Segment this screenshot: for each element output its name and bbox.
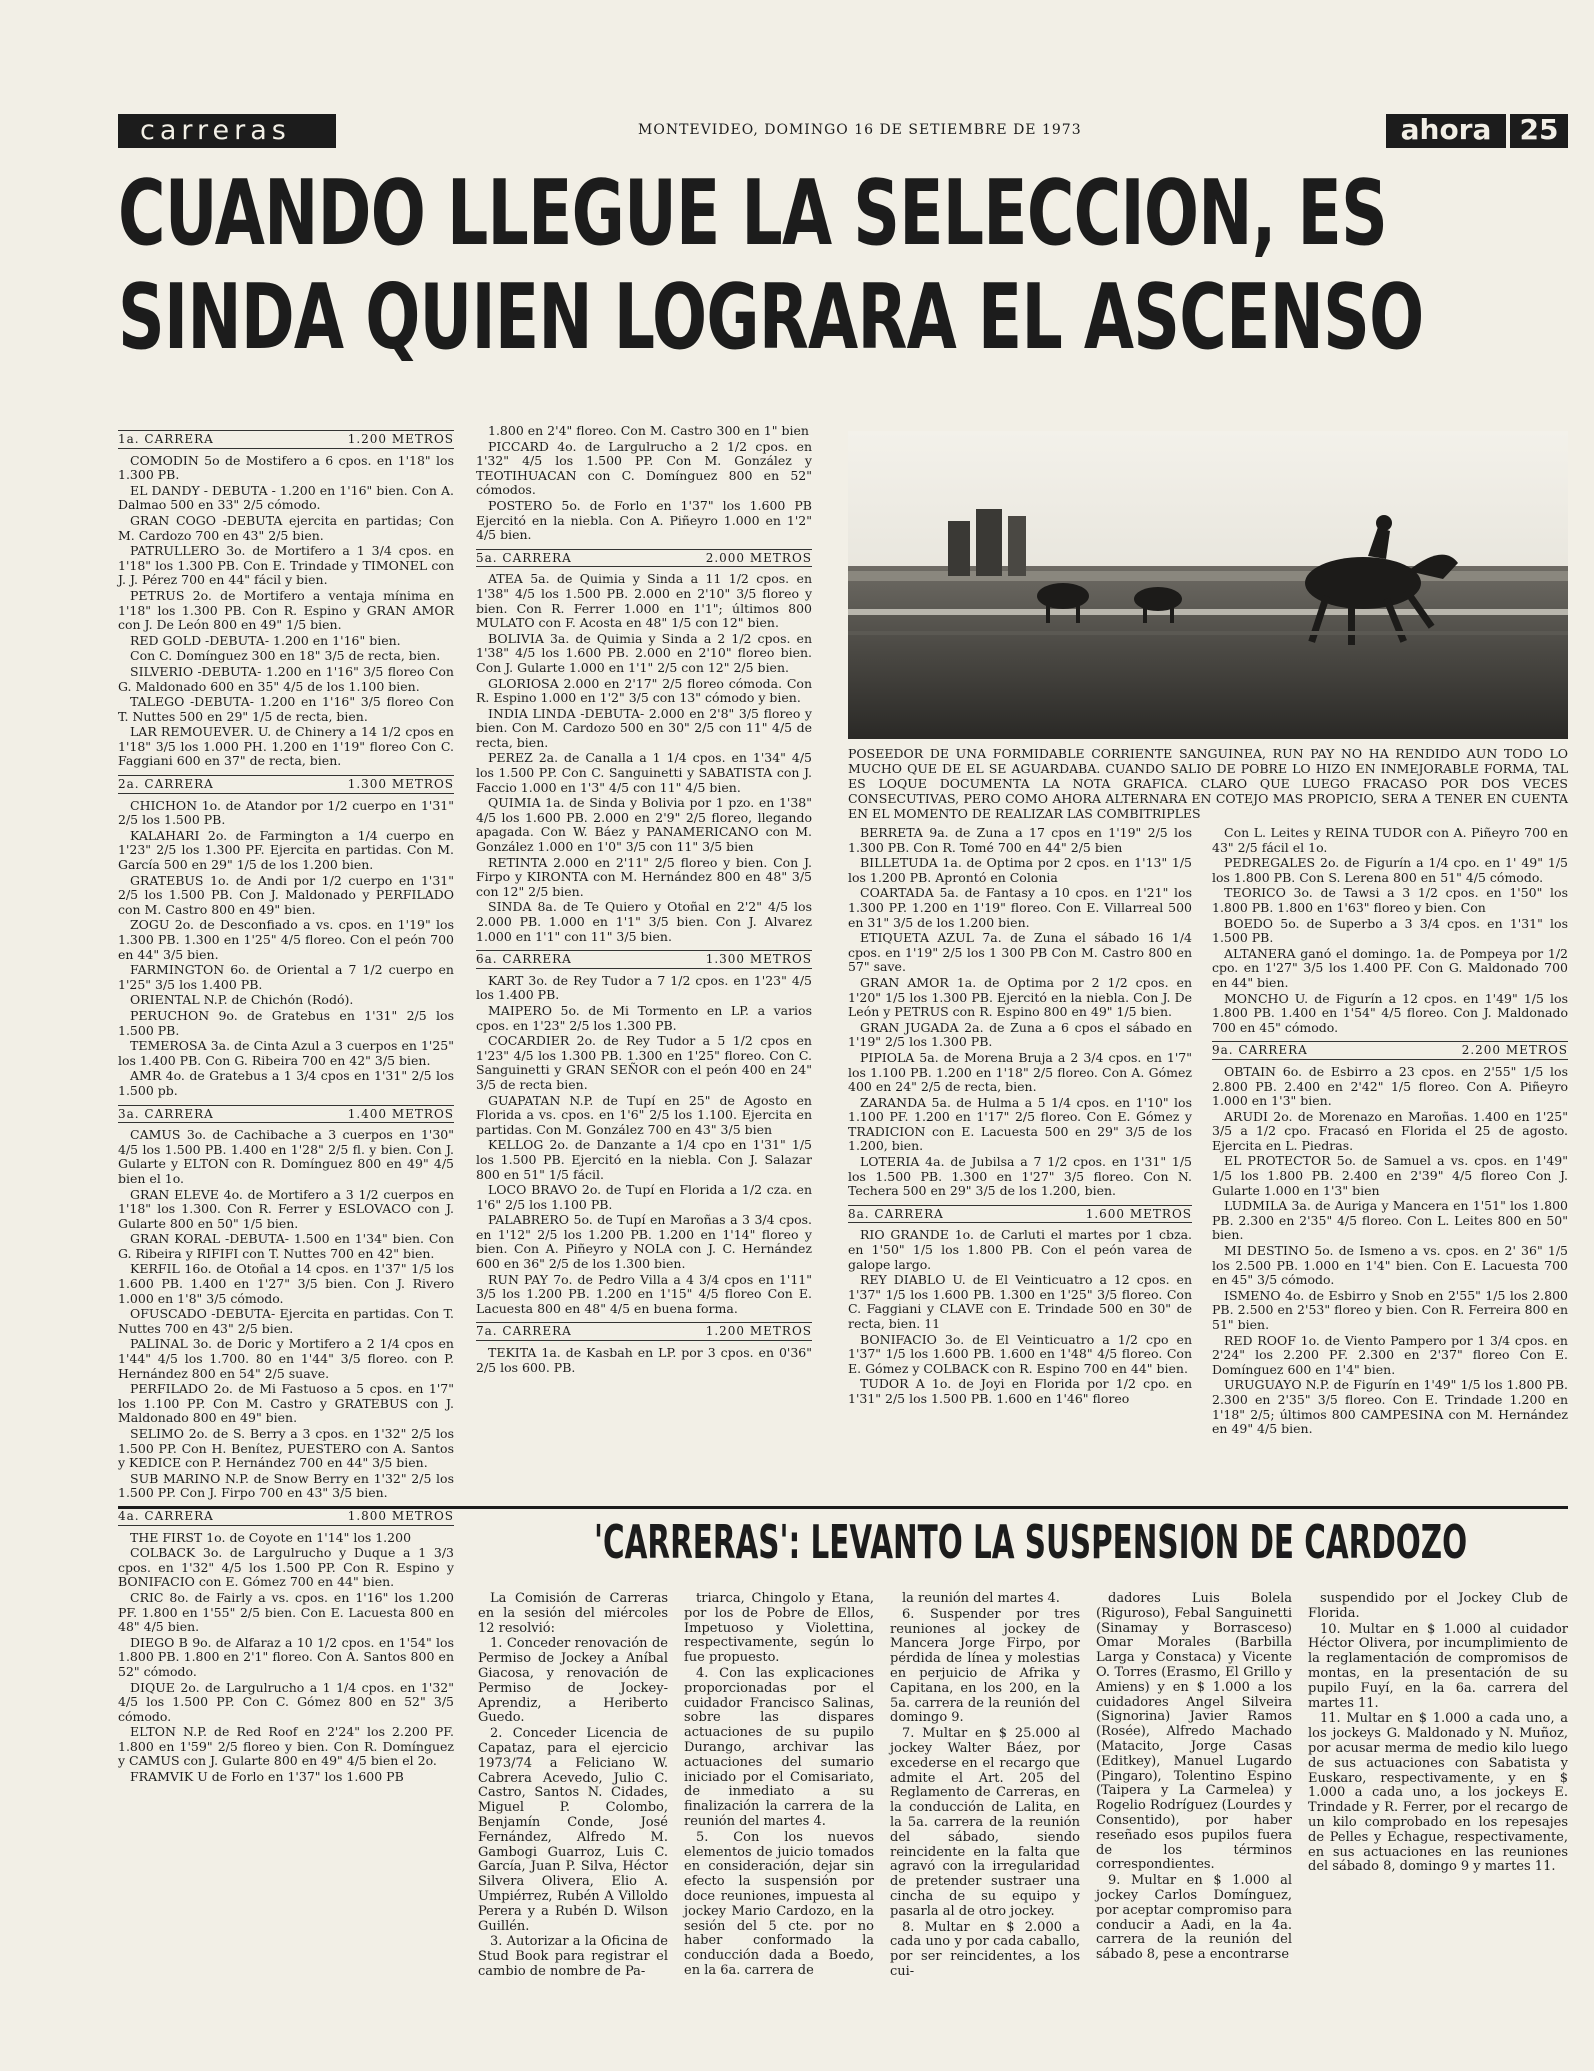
paragraph: SILVERIO -DEBUTA- 1.200 en 1'16" 3/5 floreo Con G. Maldonado 600 en 35" 4/5 de los 1.100 bien. xyxy=(118,663,454,694)
paragraph: MONCHO U. de Figurín a 12 cpos. en 1'49" 1/5 los 1.800 PB. 1.400 en 1'54" 4/5 floreo. Con J. Maldonado 700 en 45" cómodo. xyxy=(1212,990,1568,1035)
paragraph: suspendido por el Jockey Club de Florida. xyxy=(1308,1591,1568,1621)
race-9-header: 9a. CARRERA 2.200 METROS xyxy=(1212,1041,1568,1060)
article-2-column-1 xyxy=(478,1592,668,2032)
paragraph: GRAN ELEVE 4o. de Mortifero a 3 1/2 cuerpos en 1'18" los 1.300. Con R. Ferrer y ESLOVACO con J. Gularte 800 en 50" 1/5 bien. xyxy=(118,1186,454,1231)
paragraph: Con C. Domínguez 300 en 18" 3/5 de recta, bien. xyxy=(130,648,441,664)
headline-line-1: CUANDO LLEGUE LA SELECCION, ES xyxy=(118,161,1388,266)
paragraph: 10. Multar en $ 1.000 al cuidador Héctor Olivera, por incumplimiento de la reglamentación de compromisos de montas, en la presentación de su pupilo Fuyí, en la 6a. carrera del martes 11. xyxy=(1308,1621,1568,1711)
paragraph: QUIMIA 1a. de Sinda y Bolivia por 1 pzo. en 1'38" 4/5 los 1.600 PB. 2.000 en 2'9" 2/5 floreo, llegando apagada. Con W. Báez y PANAMERICANO con M. González 1.000 en 1'0" 3/5 con 11" 3/5 bien xyxy=(476,795,812,855)
paragraph: BERRETA 9a. de Zuna a 17 cpos en 1'19" 2/5 los 1.300 PB. Con R. Tomé 700 en 44" 2/5 bien xyxy=(848,825,1192,855)
paragraph: GRAN COGO -DEBUTA ejercita en partidas; Con M. Cardozo 700 en 43" 2/5 bien. xyxy=(118,512,454,543)
paragraph: EL DANDY - DEBUTA - 1.200 en 1'16" bien. Con A. Dalmao 500 en 33" 2/5 cómodo. xyxy=(118,482,454,513)
paragraph: 7. Multar en $ 25.000 al jockey Walter Báez, por excederse en el recargo que admite el Art. 205 del Reglamento de Carreras, en la conducción de Lalita, en la 5a. carrera de la reunión del sábado, siendo reincidente en la falta que agravó con la irregularidad de pretender sustraer una cincha de su equipo y pasarla al de otro jockey. xyxy=(890,1726,1080,1919)
paragraph: SELIMO 2o. de S. Berry a 3 cpos. en 1'32" 2/5 los 1.500 PP. Con H. Benítez, PUESTERO con A. Santos y KEDICE con P. Hernández 700 en 44" 3/5 bien. xyxy=(118,1426,454,1471)
carryover-entries xyxy=(476,424,812,543)
race-2-header: 2a. CARRERA 1.300 METROS xyxy=(118,775,454,794)
paragraph: DIQUE 2o. de Largulrucho a 1 1/4 cpos. en 1'32" 4/5 los 1.500 PP. Con C. Gómez 800 en 52" 3/5 cómodo. xyxy=(118,1679,454,1724)
race-5-entries xyxy=(476,572,812,944)
paragraph: MI DESTINO 5o. de Ismeno a vs. cpos. en 2' 36" 1/5 los 2.500 PB. 1.000 en 1'4" bien. Con E. Lacuesta 700 en 45" 3/5 cómodo. xyxy=(1212,1243,1568,1288)
paragraph: DIEGO B 9o. de Alfaraz a 10 1/2 cpos. en 1'54" los 1.800 PB. 1.800 en 2'1" floreo. Con A. Santos 800 en 52" cómodo. xyxy=(118,1634,454,1679)
paragraph: PETRUS 2o. de Mortifero a ventaja mínima en 1'18" los 1.300 PB. Con R. Espino y GRAN AMOR con J. De León 800 en 49" 1/5 bien. xyxy=(118,587,454,633)
race-8-entries xyxy=(848,1228,1192,1406)
paragraph: RIO GRANDE 1o. de Carluti el martes por 1 cbza. en 1'50" 1/5 los 1.800 PB. Con el peón varea de galope largo. xyxy=(848,1227,1192,1272)
column-3-entries xyxy=(848,826,1192,1199)
paragraph: ARUDI 2o. de Morenazo en Maroñas. 1.400 en 1'25" 3/5 a 1/2 cpo. Fracasó en Florida el 25 de agosto. Ejercita en L. Piedras. xyxy=(1212,1108,1568,1153)
paragraph: BOLIVIA 3a. de Quimia y Sinda a 2 1/2 cpos. en 1'38" 4/5 los 1.600 PB. 2.000 en 2'10" floreo bien. Con J. Gularte 1.000 en 1'1" 2/5 con 12" 2/5 bien. xyxy=(476,630,812,675)
paragraph: EL PROTECTOR 5o. de Samuel a vs. cpos. en 1'49" 1/5 los 1.800 PB. 2.400 en 2'39" 4/5 floreo Con J. Gularte 1.000 en 1'3" bien xyxy=(1212,1153,1568,1198)
paragraph: LOTERIA 4a. de Jubilsa a 7 1/2 cpos. en 1'31" 1/5 los 1.500 PB. 1.300 en 1'27" 3/5 floreo. Con N. Techera 500 en 29" 3/5 de los 1.200, bien. xyxy=(848,1154,1192,1199)
page-number: 25 xyxy=(1510,114,1568,148)
paragraph: 1. Conceder renovación de Permiso de Jockey a Aníbal Giacosa, y renovación de Permiso de Jockey- Aprendiz, a Heriberto Guedo. xyxy=(478,1636,668,1726)
paragraph: 6. Suspender por tres reuniones al jockey de Mancera Jorge Firpo, por pérdida de línea y molestias en perjuicio de Afrika y Capitana, en los 200, en la 5a. carrera de la reunión del domingo 9. xyxy=(890,1606,1080,1726)
race-7-header: 7a. CARRERA 1.200 METROS xyxy=(476,1322,812,1341)
paragraph: ATEA 5a. de Quimia y Sinda a 11 1/2 cpos. en 1'38" 4/5 los 1.500 PB. 2.000 en 2'10" 3/5 floreo y bien. Con R. Ferrer 1.000 en 1'1"; últimos 800 MULATO con F. Acosta en 48" 1/5 con 12" bien. xyxy=(476,571,812,631)
paragraph: CAMUS 3o. de Cachibache a 3 cuerpos en 1'30" 4/5 los 1.500 PB. 1.400 en 1'28" 2/5 fl. y bien. Con J. Gularte y ELTON con R. Domínguez 800 en 49" 4/5 bien el 1o. xyxy=(118,1127,454,1186)
paragraph: PALABRERO 5o. de Tupí en Maroñas a 3 3/4 cpos. en 1'12" 2/5 los 1.200 PB. 1.200 en 1'14" floreo y bien. Con A. Piñeyro y NOLA con J. C. Hernández 600 en 36" 2/5 de los 1.300 bien. xyxy=(476,1212,812,1272)
paragraph: RED GOLD -DEBUTA- 1.200 en 1'16" bien. xyxy=(130,632,401,648)
race-9-entries xyxy=(1212,1065,1568,1437)
race-3-entries xyxy=(118,1128,454,1501)
paragraph: LUDMILA 3a. de Auriga y Mancera en 1'51" los 1.800 PB. 2.300 en 2'35" 4/5 floreo. Con L. Leites 800 en 50" bien. xyxy=(1212,1198,1568,1243)
article-2-column-3 xyxy=(890,1592,1080,2032)
paragraph: La Comisión de Carreras en la sesión del miércoles 12 resolvió: xyxy=(478,1591,668,1636)
paragraph: FRAMVIK U de Forlo en 1'37" los 1.600 PB xyxy=(130,1769,404,1785)
paragraph: SINDA 8a. de Te Quiero y Otoñal en 2'2" 4/5 los 2.000 PB. 1.000 en 1'1" 3/5 bien. Con J. Alvarez 1.000 en 1'1" con 11" 3/5 bien. xyxy=(476,899,812,944)
paragraph: 8. Multar en $ 2.000 a cada uno y por cada caballo, por ser reincidentes, a los cui- xyxy=(890,1919,1080,1979)
paragraph: TEMEROSA 3a. de Cinta Azul a 3 cuerpos en 1'25" los 1.400 PB. Con G. Ribeira 700 en 42" 3/5 bien. xyxy=(118,1038,454,1068)
second-headline: 'CARRERAS': LEVANTO LA SUSPENSION DE CARDOZO xyxy=(594,1515,1468,1569)
paragraph: SUB MARINO N.P. de Snow Berry en 1'32" 2/5 los 1.500 PP. Con J. Firpo 700 en 43" 3/5 bien. xyxy=(118,1470,454,1501)
paragraph: TEORICO 3o. de Tawsi a 3 1/2 cpos. en 1'50" los 1.800 PB. 1.800 en 1'63" floreo y bien. Con xyxy=(1212,885,1568,915)
race-2-entries xyxy=(118,799,454,1099)
race-6-header: 6a. CARRERA 1.300 METROS xyxy=(476,950,812,969)
paragraph: PIPIOLA 5a. de Morena Bruja a 2 3/4 cpos. en 1'7" los 1.100 PB. 1.200 en 1'18" 2/5 floreo. Con A. Gómez 400 en 24" 2/5 de recta, bien. xyxy=(848,1049,1192,1095)
paragraph: la reunión del martes 4. xyxy=(902,1591,1060,1606)
paragraph: LAR REMOUEVER. U. de Chinery a 14 1/2 cpos en 1'18" 3/5 los 1.000 PH. 1.200 en 1'19" floreo Con C. Faggiani 600 en 37" de recta, bien. xyxy=(118,724,454,769)
paragraph: PERUCHON 9o. de Gratebus en 1'31" 2/5 los 1.500 PB. xyxy=(118,1007,454,1038)
race-8-header: 8a. CARRERA 1.600 METROS xyxy=(848,1205,1192,1224)
column-4 xyxy=(1212,826,1568,1502)
paragraph: KART 3o. de Rey Tudor a 7 1/2 cpos. en 1'23" 4/5 los 1.400 PB. xyxy=(476,972,812,1003)
paragraph: KELLOG 2o. de Danzante a 1/4 cpo en 1'31" 1/5 los 1.500 PB. Ejercitó en la niebla. Con J. Salazar 800 en 51" 1/5 fácil. xyxy=(476,1137,812,1182)
masthead-bar xyxy=(118,114,1568,150)
paragraph: PEDREGALES 2o. de Figurín a 1/4 cpo. en 1' 49" 1/5 los 1.800 PB. Con S. Lerena 800 en 51" 4/5 cómodo. xyxy=(1212,855,1568,885)
race-3-header: 3a. CARRERA 1.400 METROS xyxy=(118,1105,454,1124)
paragraph: 1.800 en 2'4" floreo. Con M. Castro 300 en 1" bien xyxy=(488,423,809,438)
paragraph: MAIPERO 5o. de Mi Tormento en LP. a varios cpos. en 1'23" 2/5 los 1.300 PB. xyxy=(476,1002,812,1033)
paragraph: TUDOR A 1o. de Joyi en Florida por 1/2 cpo. en 1'31" 2/5 los 1.500 PB. 1.600 en 1'46" floreo xyxy=(848,1376,1192,1406)
photo-caption: POSEEDOR DE UNA FORMIDABLE CORRIENTE SANGUINEA, RUN PAY NO HA RENDIDO AUN TODO LO MUCHO QUE DE EL SE AGUARDABA. CUANDO SALIO DE POBRE LO HIZO EN INMEJORABLE FORMA, TAL ES LOQUE DOCUMENTA LA NOTA GRAFICA. CLARO QUE LUEGO FRACASO POR DOS VECES CONSECUTIVAS, PERO COMO AHORA ALTERNARA EN COTEJO MAS PROPICIO, SERA A TENER EN CUENTA EN EL MOMENTO DE REALIZAR LAS COMBITRIPLES xyxy=(848,746,1568,821)
paragraph: 11. Multar en $ 1.000 a cada uno, a los jockeys G. Maldonado y N. Muñoz, por acusar merma de medio kilo luego de sus actuaciones con Sabatista y Euskaro, respectivamente, y en $ 1.000 a cada uno, a los jockeys E. Trindade y R. Ferrer, por el recargo de un kilo comprobado en los repesajes de Pelles y Echague, respectivamente, en sus actuaciones en las reuniones del sábado 8, domingo 9 y martes 11. xyxy=(1308,1711,1568,1875)
paragraph: AMR 4o. de Gratebus a 1 3/4 cpos en 1'31" 2/5 los 1.500 pb. xyxy=(118,1068,454,1098)
paragraph: FARMINGTON 6o. de Oriental a 7 1/2 cuerpo en 1'25" 3/5 los 1.400 PB. xyxy=(118,962,454,992)
paragraph: 2. Conceder Licencia de Capataz, para el ejercicio 1973/74 a Feliciano W. Cabrera Acevedo, Julio C. Castro, Santos N. Cidades, Miguel P. Colombo, Benjamín Conde, José Fernández, Alfredo M. Gambogi Guarroz, Luis C. García, Juan P. Silva, Héctor Silvera Olivera, Elio A. Umpiérrez, Rubén A Villoldo Perera y a Rubén D. Wilson Guillén. xyxy=(478,1726,668,1934)
column-1 xyxy=(118,424,454,1785)
paragraph: POSTERO 5o. de Forlo en 1'37" los 1.600 PB Ejercitó en la niebla. Con A. Piñeyro 1.000 en 1'2" 4/5 bien. xyxy=(476,497,812,543)
race-1-entries xyxy=(118,454,454,769)
column-4-entries xyxy=(1212,826,1568,1035)
section-tag: carreras xyxy=(118,114,336,148)
paragraph: GLORIOSA 2.000 en 2'17" 2/5 floreo cómoda. Con R. Espino 1.000 en 1'2" 3/5 con 13" cómodo y bien. xyxy=(476,675,812,706)
paragraph: 5. Con los nuevos elementos de juicio tomados en consideración, dejar sin efecto la suspensión por doce reuniones, impuesta al jockey Mario Cardozo, en la sesión del 5 cte. por no haber conformado la conducción dada a Boedo, en la 6a. carrera de xyxy=(684,1829,874,1978)
paragraph: GRAN KORAL -DEBUTA- 1.500 en 1'34" bien. Con G. Ribeira y RIFIFI con T. Nuttes 700 en 42" bien. xyxy=(118,1231,454,1261)
race-4-header: 4a. CARRERA 1.800 METROS xyxy=(118,1507,454,1526)
paragraph: CRIC 8o. de Fairly a vs. cpos. en 1'16" los 1.200 PF. 1.800 en 1'55" 2/5 bien. Con E. Lacuesta 800 en 48" 4/5 bien. xyxy=(118,1589,454,1635)
paragraph: BOEDO 5o. de Superbo a 3 3/4 cpos. en 1'31" los 1.500 PB. xyxy=(1212,915,1568,946)
race-7-entries xyxy=(476,1346,812,1375)
paragraph: dadores Luis Bolela (Riguroso), Febal Sanguinetti (Sinamay y Borrasceso) Omar Morales (Barbilla Larga y Constaca) y Vicente O. Torres (Erasmo, El Grillo y Amiens) y en $ 1.000 a los cuidadores Angel Silveira (Signorina) Javier Ramos (Rosée), Alfredo Machado (Matacito, Jorge Casas (Editkey), Manuel Lugardo (Pingaro), Tolentino Espino (Taipera y La Carmelea) y Rogelio Rodríguez (Lourdes y Consentido), por haber reseñado esos pupilos fuera de los términos correspondientes. xyxy=(1096,1591,1292,1873)
paragraph: COLBACK 3o. de Largulrucho y Duque a 1 3/3 cpos. en 1'32" 4/5 los 1.500 PP. Con R. Espino y BONIFACIO con E. Gómez 700 en 44" bien. xyxy=(118,1545,454,1590)
race-4-entries xyxy=(118,1531,454,1785)
paragraph: Con L. Leites y REINA TUDOR con A. Piñeyro 700 en 43" 2/5 fácil el 1o. xyxy=(1212,825,1568,855)
paragraph: triarca, Chingolo y Etana, por los de Pobre de Ellos, Impetuoso y Violettina, respectivamente, según lo fue propuesto. xyxy=(684,1591,874,1666)
paragraph: PERFILADO 2o. de Mi Fastuoso a 5 cpos. en 1'7" los 1.100 PP. Con M. Castro y GRATEBUS con J. Maldonado 800 en 49" bien. xyxy=(118,1381,454,1426)
paragraph: 3. Autorizar a la Oficina de Stud Book para registrar el cambio de nombre de Pa- xyxy=(478,1934,668,1979)
paragraph: URUGUAYO N.P. de Figurín en 1'49" 1/5 los 1.800 PB. 2.300 en 2'35" 3/5 floreo. Con E. Trindade 1.200 en 1'18" 2/5; últimos 800 CAMPESINA con M. Hernández en 49" 4/5 bien. xyxy=(1212,1377,1568,1437)
paragraph: ZOGU 2o. de Desconfiado a vs. cpos. en 1'19" los 1.300 PB. 1.300 en 1'25" 4/5 floreo. Con el peón 700 en 44" 3/5 bien. xyxy=(118,917,454,962)
paragraph: REY DIABLO U. de El Veinticuatro a 12 cpos. en 1'37" 1/5 los 1.600 PB. 1.300 en 1'25" 3/5 floreo. Con C. Faggiani y CLAVE con E. Trindade 500 en 30" de recta, bien. 11 xyxy=(848,1272,1192,1331)
article-2-column-2 xyxy=(684,1592,874,2032)
paragraph: INDIA LINDA -DEBUTA- 2.000 en 2'8" 3/5 floreo y bien. Con M. Cardozo 500 en 30" 2/5 con 11" 4/5 de recta, bien. xyxy=(476,705,812,750)
article-2-column-4 xyxy=(1096,1592,1292,2032)
paragraph: BILLETUDA 1a. de Optima por 2 cpos. en 1'13" 1/5 los 1.200 PB. Aprontó en Colonia xyxy=(848,855,1192,885)
paragraph: ALTANERA ganó el domingo. 1a. de Pompeya por 1/2 cpo. en 1'27" 3/5 los 1.400 PF. Con G. Maldonado 700 en 44" bien. xyxy=(1212,945,1568,990)
paragraph: PEREZ 2a. de Canalla a 1 1/4 cpos. en 1'34" 4/5 los 1.500 PP. Con C. Sanguinetti y SABATISTA con J. Faccio 1.000 en 1'3" 4/5 con 11" 4/5 bien. xyxy=(476,750,812,795)
paragraph: RED ROOF 1o. de Viento Pampero por 1 3/4 cpos. en 2'24" los 2.200 PF. 2.300 en 2'37" floreo Con E. Domínguez 600 en 1'4" bien. xyxy=(1212,1332,1568,1377)
paragraph: GRAN JUGADA 2a. de Zuna a 6 cpos el sábado en 1'19" 2/5 los 1.300 PB. xyxy=(848,1019,1192,1050)
article-divider xyxy=(118,1506,1568,1509)
race-5-header: 5a. CARRERA 2.000 METROS xyxy=(476,549,812,568)
paragraph: GRATEBUS 1o. de Andi por 1/2 cuerpo en 1'31" 2/5 los 1.500 PB. Con J. Maldonado y PERFILADO con M. Castro 800 en 49" bien. xyxy=(118,872,454,917)
paragraph: COCARDIER 2o. de Rey Tudor a 5 1/2 cpos en 1'23" 4/5 los 1.300 PB. 1.300 en 1'25" floreo. Con C. Sanguinetti y GRAN SEÑOR con el peón 400 en 24" 3/5 de recta bien. xyxy=(476,1033,812,1092)
paragraph: GUAPATAN N.P. de Tupí en 25" de Agosto en Florida a vs. cpos. en 1'6" 2/5 los 1.100. Ejercita en partidas. Con M. González 700 en 43" 3/5 bien xyxy=(476,1092,812,1137)
column-2 xyxy=(476,424,812,1504)
paragraph: GRAN AMOR 1a. de Optima por 2 1/2 cpos. en 1'20" 1/5 los 1.300 PB. Ejercitó en la niebla. Con J. De León y PETRUS con R. Espino 800 en 49" 1/5 bien. xyxy=(848,974,1192,1020)
racing-photo xyxy=(848,431,1568,739)
paragraph: PALINAL 3o. de Doric y Mortifero a 2 1/4 cpos en 1'44" 4/5 los 1.700. 80 en 1'44" 3/5 floreo. con P. Hernández 800 en 54" 2/5 suave. xyxy=(118,1336,454,1381)
paragraph: TEKITA 1a. de Kasbah en LP. por 3 cpos. en 0'36" 2/5 los 600. PB. xyxy=(476,1345,812,1375)
headline-line-2: SINDA QUIEN LOGRARA EL ASCENSO xyxy=(118,265,1424,370)
paragraph: 9. Multar en $ 1.000 al jockey Carlos Domínguez, por aceptar compromiso para conducir a Aadi, en la 4a. carrera de la reunión del sábado 8, pese a encontrarse xyxy=(1096,1873,1292,1963)
paragraph: OBTAIN 6o. de Esbirro a 23 cpos. en 2'55" 1/5 los 2.800 PB. 2.400 en 2'42" 1/5 floreo. Con A. Piñeyro 1.000 en 1'3" bien. xyxy=(1212,1063,1568,1109)
paragraph: ISMENO 4o. de Esbirro y Snob en 2'55" 1/5 los 2.800 PB. 2.500 en 2'53" floreo y bien. Con R. Ferreira 800 en 51" bien. xyxy=(1212,1287,1568,1332)
paragraph: LOCO BRAVO 2o. de Tupí en Florida a 1/2 cza. en 1'6" 2/5 los 1.100 PB. xyxy=(476,1182,812,1212)
paragraph: 4. Con las explicaciones proporcionadas por el cuidador Francisco Salinas, sobre las dispares actuaciones de su pupilo Durango, archivar las actuaciones del sumario iniciado por el Comisariato, de inmediato a su finalización la carrera de la reunión del martes 4. xyxy=(684,1665,874,1829)
paragraph: KALAHARI 2o. de Farmington a 1/4 cuerpo en 1'23" 2/5 los 1.300 PF. Ejercita en partidas. Con M. García 500 en 29" 1/5 de los 1.200 bien. xyxy=(118,827,454,873)
paragraph: RETINTA 2.000 en 2'11" 2/5 floreo y bien. Con J. Firpo y KIRONTA con M. Hernández 800 en 48" 3/5 con 12" 2/5 bien. xyxy=(476,854,812,899)
paragraph: THE FIRST 1o. de Coyote en 1'14" los 1.200 xyxy=(130,1529,412,1545)
race-6-entries xyxy=(476,974,812,1317)
dateline: MONTEVIDEO, DOMINGO 16 DE SETIEMBRE DE 1973 xyxy=(638,122,1082,138)
paragraph: OFUSCADO -DEBUTA- Ejercita en partidas. Con T. Nuttes 700 en 43" 2/5 bien. xyxy=(118,1306,454,1336)
paragraph: ORIENTAL N.P. de Chichón (Rodó). xyxy=(130,992,354,1008)
paragraph: BONIFACIO 3o. de El Veinticuatro a 1/2 cpo en 1'37" 1/5 los 1.600 PB. 1.600 en 1'48" 4/5 floreo. Con E. Gómez y COLBACK con R. Espino 700 en 44" bien. xyxy=(848,1331,1192,1376)
horse-race-photo-image xyxy=(848,431,1568,739)
paragraph: KERFIL 16o. de Otoñal a 14 cpos. en 1'37" 1/5 los 1.600 PB. 1.400 en 1'27" 3/5 bien. Con J. Rivero 1.000 en 1'8" 3/5 cómodo. xyxy=(118,1261,454,1306)
main-headline xyxy=(118,161,1424,370)
article-2-column-5 xyxy=(1308,1592,1568,2032)
brand-logo: ahora xyxy=(1386,114,1506,148)
paragraph: ETIQUETA AZUL 7a. de Zuna el sábado 16 1/4 cpos. en 1'19" 2/5 los 1 300 PB Con M. Castro 800 en 57" save. xyxy=(848,930,1192,975)
column-3 xyxy=(848,826,1192,1502)
paragraph: CHICHON 1o. de Atandor por 1/2 cuerpo en 1'31" 2/5 los 1.500 PB. xyxy=(118,797,454,828)
paragraph: RUN PAY 7o. de Pedro Villa a 4 3/4 cpos en 1'11" 3/5 los 1.200 PB. 1.200 en 1'15" 4/5 floreo Con E. Lacuesta 800 en 48" 4/5 en buena forma. xyxy=(476,1271,812,1316)
paragraph: ZARANDA 5a. de Hulma a 5 1/4 cpos. en 1'10" los 1.100 PF. 1.200 en 1'17" 2/5 floreo. Con E. Gómez y TRADICION con E. Lacuesta 500 en 29" 3/5 de los 1.200, bien. xyxy=(848,1094,1192,1154)
paragraph: COMODIN 5o de Mostifero a 6 cpos. en 1'18" los 1.300 PB. xyxy=(118,452,454,483)
paragraph: COARTADA 5a. de Fantasy a 10 cpos. en 1'21" los 1.300 PP. 1.200 en 1'19" floreo. Con E. Villarreal 500 en 31" 3/5 de los 1.200 bien. xyxy=(848,885,1192,930)
paragraph: ELTON N.P. de Red Roof en 2'24" los 2.200 PF. 1.800 en 1'59" 2/5 floreo y bien. Con R. Domínguez y CAMUS con J. Gularte 800 en 49" 4/5 bien el 2o. xyxy=(118,1724,454,1769)
paragraph: PICCARD 4o. de Largulrucho a 2 1/2 cpos. en 1'32" 4/5 los 1.500 PP. Con M. González y TEOTIHUACAN con C. Domínguez 800 en 52" cómodos. xyxy=(476,438,812,498)
paragraph: TALEGO -DEBUTA- 1.200 en 1'16" 3/5 floreo Con T. Nuttes 500 en 29" 1/5 de recta, bien. xyxy=(118,694,454,724)
paragraph: PATRULLERO 3o. de Mortifero a 1 3/4 cpos. en 1'18" los 1.300 PB. Con E. Trindade y TIMONEL con J. J. Pérez 700 en 44" fácil y bien. xyxy=(118,543,454,588)
race-1-header: 1a. CARRERA 1.200 METROS xyxy=(118,430,454,449)
